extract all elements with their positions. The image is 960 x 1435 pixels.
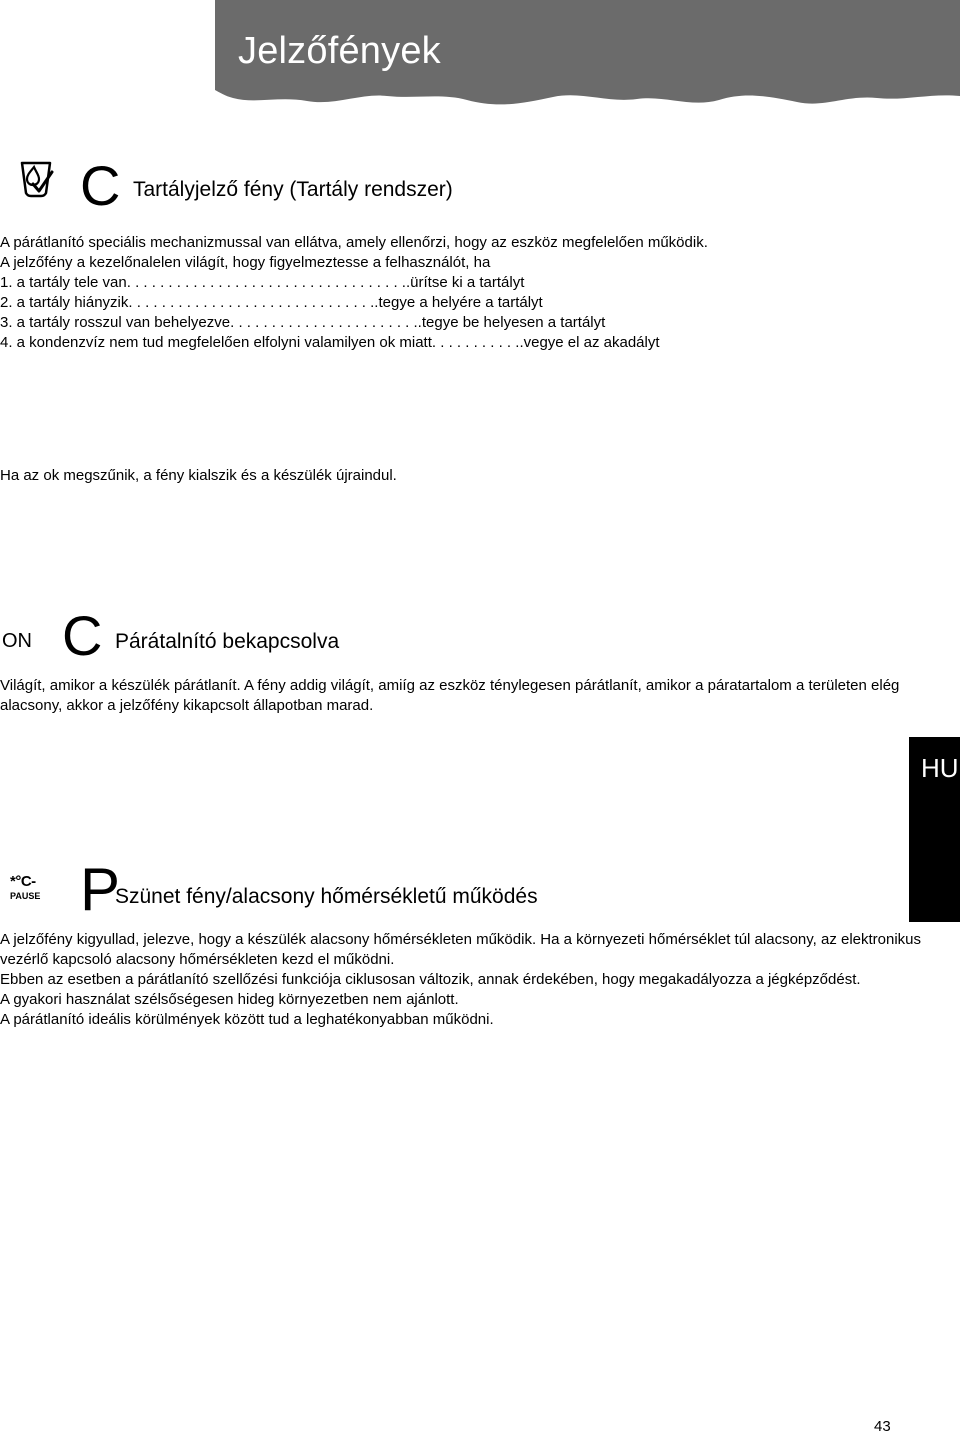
low-temp-pause-icon bbox=[10, 874, 50, 904]
pause-icon-temp-text: *°C- bbox=[10, 873, 36, 890]
pause-icon-pause-text: PAUSE bbox=[10, 891, 41, 901]
tank-item-4: 4. a kondenzvíz nem tud megfelelően elfolyni valamilyen ok miatt. . . . . . . . . . ..vegye el az akadályt bbox=[0, 334, 660, 351]
indicator-letter-p: P bbox=[80, 856, 121, 923]
pause-paragraph-2: Ebben az esetben a párátlanító szellőzési funkciója ciklusosan változik, annak érdekében, hogy megakadályozza a jégképződést. bbox=[0, 971, 861, 988]
pause-light-description bbox=[0, 930, 950, 1030]
tank-item-3: 3. a tartály rosszul van behelyezve. . . . . . . . . . . . . . . . . . . . . . ..tegye be helyesen a tartályt bbox=[0, 314, 606, 331]
pause-paragraph-3: A gyakori használat szélsőségesen hideg környezetben nem ajánlott. bbox=[0, 991, 459, 1008]
tank-item-2: 2. a tartály hiányzik. . . . . . . . . . . . . . . . . . . . . . . . . . . . . ..tegye a helyére a tartályt bbox=[0, 294, 543, 311]
page-number: 43 bbox=[874, 1418, 891, 1435]
language-tab-label: HU bbox=[921, 753, 959, 783]
section-title-tank-light: Tartályjelző fény (Tartály rendszer) bbox=[133, 178, 453, 201]
language-tab bbox=[909, 737, 960, 922]
indicator-letter-c: C bbox=[80, 154, 121, 217]
dehumidifier-on-description: Világít, amikor a készülék párátlanít. A fény addig világít, amiíg az eszköz ténylegesen párátlanít, amikor a páratartalom a területen elég alacsony, akkor a jelzőfény kikapcsolt állapotban marad. bbox=[0, 677, 900, 714]
tank-drop-check-icon bbox=[16, 160, 56, 203]
on-label: ON bbox=[2, 630, 32, 652]
section-title-pause-light: Szünet fény/alacsony hőmérsékletű működés bbox=[115, 885, 538, 908]
tank-light-note: Ha az ok megszűnik, a fény kialszik és a készülék újraindul. bbox=[0, 467, 397, 484]
pause-paragraph-1: A jelzőfény kigyullad, jelezve, hogy a készülék alacsony hőmérsékleten működik. Ha a környezeti hőmérséklet túl alacsony, az elektronikus vezérlő kapcsoló alacsony hőmérsékleten kezd el működni. bbox=[0, 931, 922, 968]
page-title: Jelzőfények bbox=[238, 30, 441, 72]
tank-intro-line-1: A párátlanító speciális mechanizmussal van ellátva, amely ellenőrzi, hogy az eszköz megfelelően működik. bbox=[0, 234, 708, 251]
indicator-letter-c-on: C bbox=[62, 604, 103, 667]
section-title-dehumidifier-on: Párátalnító bekapcsolva bbox=[115, 630, 340, 653]
tank-item-1: 1. a tartály tele van. . . . . . . . . . . . . . . . . . . . . . . . . . . . . . . . . ..ürítse ki a tartályt bbox=[0, 274, 525, 291]
tank-intro-line-2: A jelzőfény a kezelőnalelen világít, hogy figyelmeztesse a felhasználót, ha bbox=[0, 254, 491, 271]
tank-light-description bbox=[0, 233, 950, 353]
pause-paragraph-4: A párátlanító ideális körülmények között tud a leghatékonyabban működni. bbox=[0, 1011, 494, 1028]
